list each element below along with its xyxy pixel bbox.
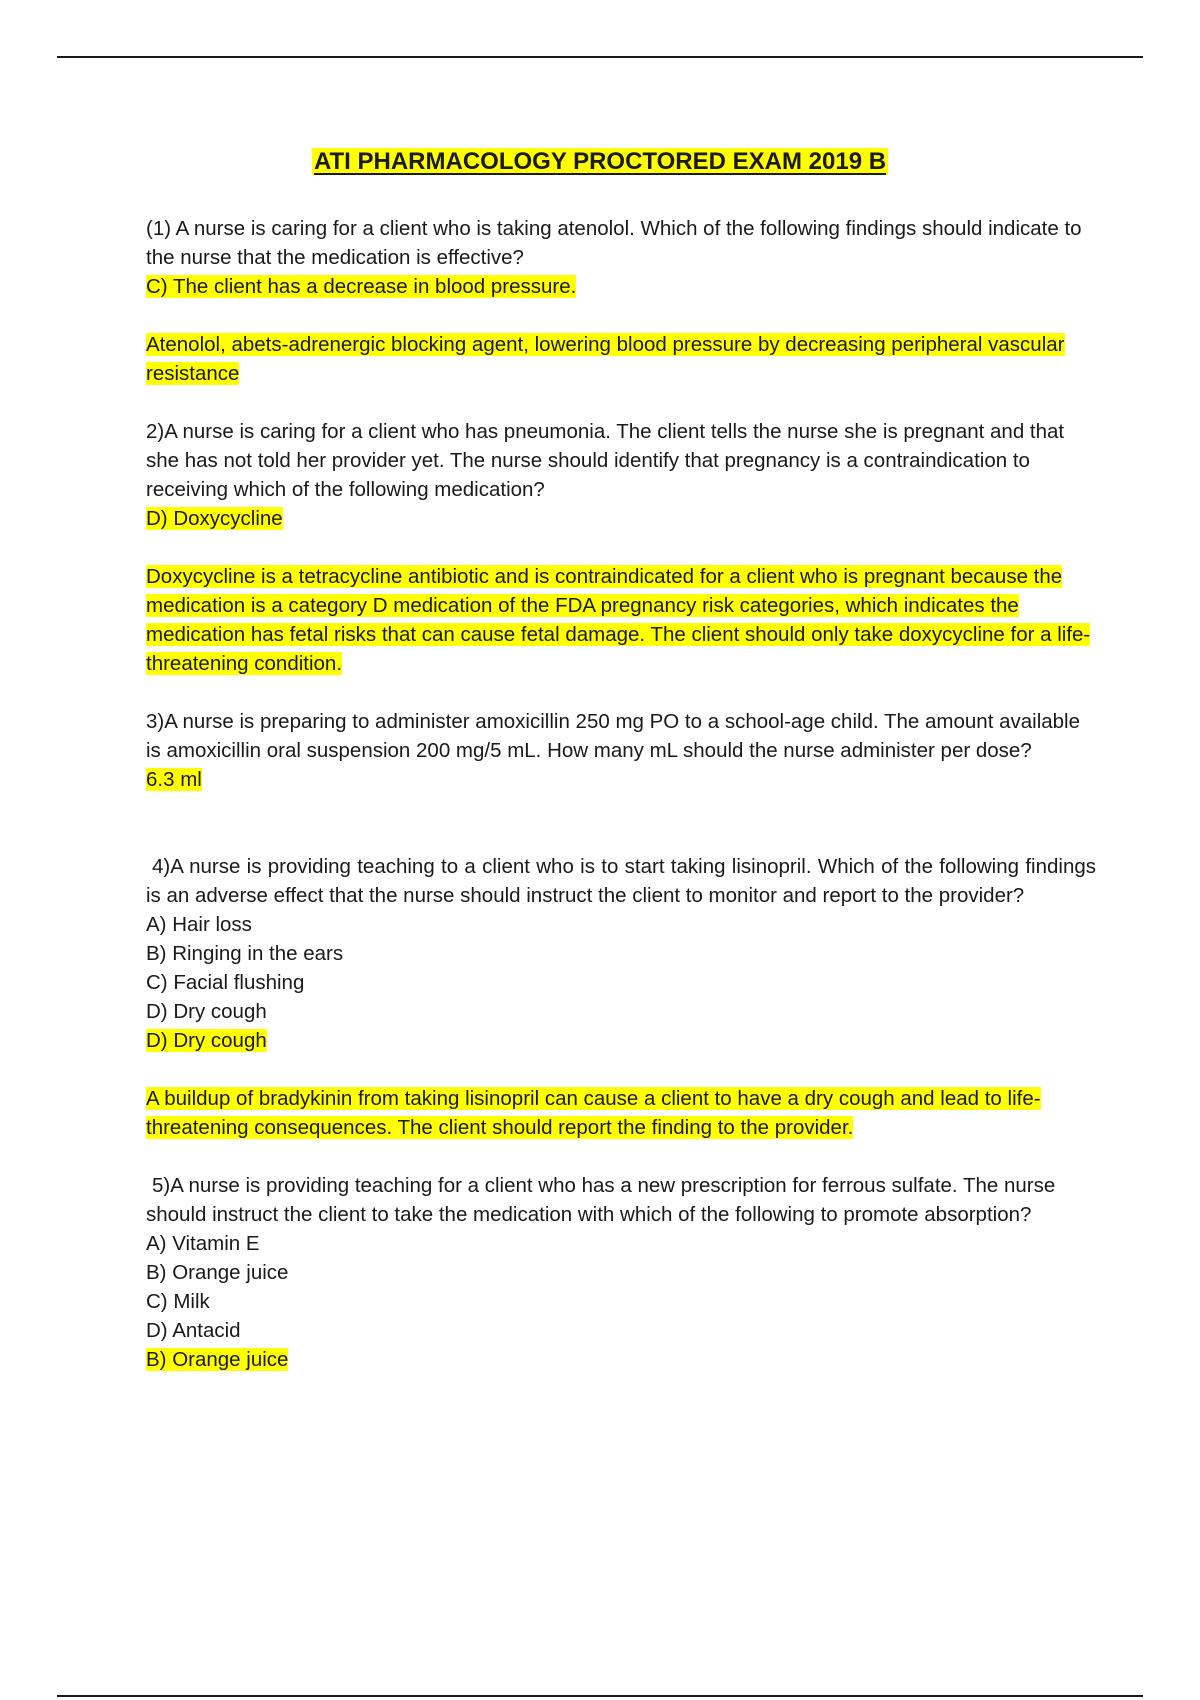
option-d: D) Dry cough (146, 1000, 267, 1023)
rationale-highlight: A buildup of bradykinin from taking lisinopril can cause a client to have a dry cough and lead to life-threatening consequences. The client should report the finding to the provider. (146, 1087, 1041, 1139)
answer-highlight: B) Orange juice (146, 1348, 289, 1371)
option-a: A) Hair loss (146, 913, 252, 936)
question-text: 2)A nurse is caring for a client who has pneumonia. The client tells the nurse she is pregnant and that she has not told her provider yet. The nurse should identify that pregnancy is a contraindication to receiving which of the following medication? (146, 420, 1065, 501)
rationale-highlight: Doxycycline is a tetracycline antibiotic and is contraindicated for a client who is pregnant because the medication is a category D medication of the FDA pregnancy risk categories, which indicates the medication has fetal risks that can cause fetal damage. The client should only take doxycycline for a life-threatening condition. (146, 565, 1091, 675)
question-text: 5)A nurse is providing teaching for a client who has a new prescription for ferrous sulfate. The nurse should instruct the client to take the medication with which of the following to promote absorption? (146, 1174, 1056, 1226)
page-title (0, 148, 1200, 176)
option-b: B) Ringing in the ears (146, 942, 344, 965)
option-a: A) Vitamin E (146, 1232, 260, 1255)
question-block-5 (146, 1171, 1096, 1374)
answer-highlight: D) Dry cough (146, 1029, 267, 1052)
option-c: C) Facial flushing (146, 971, 305, 994)
answer-highlight: D) Doxycycline (146, 507, 283, 530)
question-text: 4)A nurse is providing teaching to a client who is to start taking lisinopril. Which of the following findings is an adverse effect that the nurse should instruct the client to monitor and report to the provider? (146, 855, 1096, 907)
question-block-2 (146, 417, 1096, 678)
answer-highlight: 6.3 ml (146, 768, 202, 791)
question-block-3 (146, 707, 1096, 794)
question-block-1 (146, 214, 1096, 388)
option-b: B) Orange juice (146, 1261, 289, 1284)
option-c: C) Milk (146, 1290, 210, 1313)
document-body (146, 214, 1096, 1374)
top-rule (57, 56, 1143, 58)
option-d: D) Antacid (146, 1319, 241, 1342)
page-title-text: ATI PHARMACOLOGY PROCTORED EXAM 2019 B (313, 148, 887, 175)
question-text: (1) A nurse is caring for a client who is taking atenolol. Which of the following findings should indicate to the nurse that the medication is effective? (146, 217, 1082, 269)
answer-highlight: C) The client has a decrease in blood pressure. (146, 275, 577, 298)
bottom-rule (57, 1695, 1143, 1697)
question-text: 3)A nurse is preparing to administer amoxicillin 250 mg PO to a school-age child. The amount available is amoxicillin oral suspension 200 mg/5 mL. How many mL should the nurse administer per dose? (146, 710, 1081, 762)
question-block-4 (146, 852, 1096, 1142)
rationale-highlight: Atenolol, abets-adrenergic blocking agent, lowering blood pressure by decreasing peripheral vascular resistance (146, 333, 1065, 385)
